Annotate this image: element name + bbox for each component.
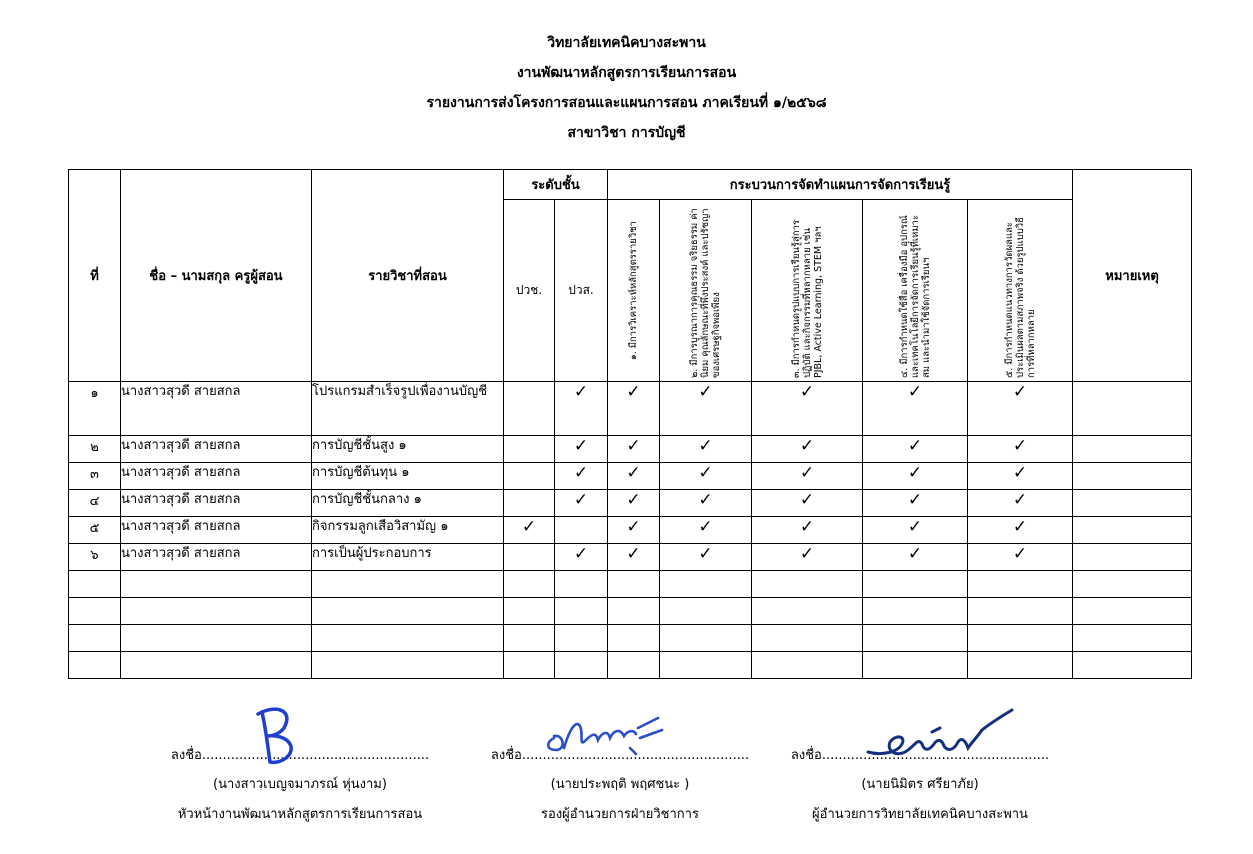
- subject-name: การบัญชีต้นทุน ๑: [312, 463, 504, 490]
- empty-cell: [660, 571, 752, 598]
- row-number: ๑: [69, 382, 121, 436]
- report-table: [68, 169, 1192, 679]
- empty-cell: [121, 652, 312, 679]
- header-criterion-1: ๑. มีการวิเคราะห์หลักสูตรรายวิชา: [608, 200, 660, 382]
- header-criterion-2: ๒. มีการบูรณาการคุณธรรม จริยธรรม ค่านิยม คุณลักษณะที่พึงประสงค์ และปรัชญาของเศรษฐกิจพอเพียง: [660, 200, 752, 382]
- empty-cell: [1073, 598, 1192, 625]
- signer-name: (นายประพฤติ พฤศชนะ ): [550, 777, 690, 792]
- signer-name: (นางสาวเบญจมาภรณ์ หุ่นงาม): [213, 777, 387, 792]
- criterion-1-cell: ✓: [608, 436, 660, 463]
- header-no: ที่: [69, 170, 121, 382]
- teacher-name: นางสาวสุวดี สายสกล: [121, 490, 312, 517]
- row-number: ๓: [69, 463, 121, 490]
- empty-cell: [608, 625, 660, 652]
- empty-cell: [504, 625, 555, 652]
- empty-cell: [555, 571, 608, 598]
- empty-cell: [1073, 571, 1192, 598]
- criterion-3-cell: ✓: [752, 382, 863, 436]
- empty-cell: [863, 652, 968, 679]
- criterion-4-cell: ✓: [863, 463, 968, 490]
- signature-line: ลงชื่อ.......................................................: [790, 748, 1050, 763]
- criterion-4-cell: ✓: [863, 490, 968, 517]
- subject-name: การบัญชีชั้นสูง ๑: [312, 436, 504, 463]
- handwritten-signature-1: [248, 700, 308, 770]
- empty-cell: [504, 571, 555, 598]
- header-process: กระบวนการจัดทำแผนการจัดการเรียนรู้: [608, 170, 1073, 200]
- criterion-4-cell: ✓: [863, 436, 968, 463]
- empty-cell: [608, 598, 660, 625]
- subject-name: โปรแกรมสำเร็จรูปเพื่องานบัญชี: [312, 382, 504, 436]
- teacher-name: นางสาวสุวดี สายสกล: [121, 544, 312, 571]
- criterion-5-cell: ✓: [968, 382, 1073, 436]
- criterion-3-cell: ✓: [752, 436, 863, 463]
- level-pvs-cell: ✓: [555, 544, 608, 571]
- table-row: [69, 517, 1192, 544]
- level-pvc-cell: [504, 544, 555, 571]
- criterion-2-cell: ✓: [660, 382, 752, 436]
- empty-cell: [660, 598, 752, 625]
- remark-cell: [1073, 436, 1192, 463]
- criterion-5-cell: ✓: [968, 544, 1073, 571]
- criterion-2-cell: ✓: [660, 436, 752, 463]
- criterion-3-cell: ✓: [752, 544, 863, 571]
- remark-cell: [1073, 544, 1192, 571]
- criterion-2-cell: ✓: [660, 463, 752, 490]
- empty-cell: [312, 625, 504, 652]
- criterion-4-cell: ✓: [863, 517, 968, 544]
- table-row: [69, 463, 1192, 490]
- row-number: ๖: [69, 544, 121, 571]
- row-number: ๒: [69, 436, 121, 463]
- table-row: [69, 382, 1192, 436]
- empty-table-row: [69, 598, 1192, 625]
- level-pvs-cell: ✓: [555, 463, 608, 490]
- criterion-2-cell: ✓: [660, 544, 752, 571]
- document-header: [0, 28, 1253, 148]
- header-criterion-3: ๓. มีการกำหนดรูปแบบการเรียนรู้สู่การปฏิบัติ และกิจกรรมที่หลากหลาย เช่น PJBL, Active Learning, STEM ฯลฯ: [752, 200, 863, 382]
- empty-cell: [69, 598, 121, 625]
- criterion-4-cell: ✓: [863, 382, 968, 436]
- level-pvc-cell: [504, 463, 555, 490]
- empty-cell: [121, 625, 312, 652]
- empty-cell: [968, 652, 1073, 679]
- level-pvc-cell: [504, 382, 555, 436]
- empty-cell: [504, 652, 555, 679]
- teacher-name: นางสาวสุวดี สายสกล: [121, 517, 312, 544]
- criterion-1-cell: ✓: [608, 517, 660, 544]
- table-row: [69, 544, 1192, 571]
- criterion-1-cell: ✓: [608, 490, 660, 517]
- header-subject: รายวิชาที่สอน: [312, 170, 504, 382]
- teacher-name: นางสาวสุวดี สายสกล: [121, 463, 312, 490]
- report-title: รายงานการส่งโครงการสอนและแผนการสอน ภาคเรียนที่ ๑/๒๕๖๘: [426, 95, 827, 111]
- empty-cell: [660, 625, 752, 652]
- table-row: [69, 490, 1192, 517]
- empty-cell: [863, 598, 968, 625]
- level-pvc-cell: ✓: [504, 517, 555, 544]
- level-pvs-cell: [555, 517, 608, 544]
- empty-cell: [752, 652, 863, 679]
- empty-cell: [1073, 625, 1192, 652]
- level-pvc-cell: [504, 490, 555, 517]
- criterion-5-cell: ✓: [968, 517, 1073, 544]
- criterion-1-cell: ✓: [608, 382, 660, 436]
- empty-cell: [69, 625, 121, 652]
- header-teacher-name: ชื่อ – นามสกุล ครูผู้สอน: [121, 170, 312, 382]
- handwritten-signature-3: [862, 702, 1022, 768]
- empty-table-row: [69, 571, 1192, 598]
- table-row: [69, 436, 1192, 463]
- header-remark: หมายเหตุ: [1073, 170, 1192, 382]
- level-pvs-cell: ✓: [555, 382, 608, 436]
- empty-cell: [555, 652, 608, 679]
- signer-role: ผู้อำนวยการวิทยาลัยเทคนิคบางสะพาน: [812, 807, 1028, 822]
- subject-name: กิจกรรมลูกเสือวิสามัญ ๑: [312, 517, 504, 544]
- criterion-3-cell: ✓: [752, 463, 863, 490]
- header-level-pvc: ปวช.: [504, 200, 555, 382]
- empty-cell: [752, 625, 863, 652]
- criterion-1-cell: ✓: [608, 463, 660, 490]
- empty-cell: [968, 625, 1073, 652]
- level-pvs-cell: ✓: [555, 490, 608, 517]
- empty-cell: [608, 571, 660, 598]
- empty-cell: [1073, 652, 1192, 679]
- teacher-name: นางสาวสุวดี สายสกล: [121, 436, 312, 463]
- level-pvc-cell: [504, 436, 555, 463]
- empty-cell: [312, 598, 504, 625]
- signer-role: หัวหน้างานพัฒนาหลักสูตรการเรียนการสอน: [177, 807, 423, 822]
- empty-cell: [555, 625, 608, 652]
- signature-line: ลงชื่อ.......................................................: [490, 748, 750, 763]
- signer-name: (นายนิมิตร ศรียาภัย): [861, 777, 979, 792]
- empty-cell: [121, 571, 312, 598]
- empty-cell: [968, 571, 1073, 598]
- empty-table-row: [69, 625, 1192, 652]
- handwritten-signature-2: [540, 708, 670, 758]
- empty-cell: [312, 571, 504, 598]
- department-name: งานพัฒนาหลักสูตรการเรียนการสอน: [516, 65, 737, 81]
- criterion-2-cell: ✓: [660, 517, 752, 544]
- empty-cell: [69, 652, 121, 679]
- remark-cell: [1073, 382, 1192, 436]
- signer-role: รองผู้อำนวยการฝ่ายวิชาการ: [541, 807, 699, 822]
- empty-cell: [752, 571, 863, 598]
- empty-cell: [968, 598, 1073, 625]
- criterion-5-cell: ✓: [968, 436, 1073, 463]
- empty-cell: [312, 652, 504, 679]
- empty-cell: [555, 598, 608, 625]
- criterion-3-cell: ✓: [752, 490, 863, 517]
- signature-line: ลงชื่อ.......................................................: [170, 748, 430, 763]
- criterion-4-cell: ✓: [863, 544, 968, 571]
- header-level: ระดับชั้น: [504, 170, 608, 200]
- criterion-2-cell: ✓: [660, 490, 752, 517]
- subject-name: การเป็นผู้ประกอบการ: [312, 544, 504, 571]
- college-name: วิทยาลัยเทคนิคบางสะพาน: [547, 35, 706, 51]
- empty-cell: [863, 625, 968, 652]
- teacher-name: นางสาวสุวดี สายสกล: [121, 382, 312, 436]
- empty-cell: [504, 598, 555, 625]
- empty-cell: [608, 652, 660, 679]
- empty-cell: [752, 598, 863, 625]
- criterion-5-cell: ✓: [968, 490, 1073, 517]
- header-level-pvs: ปวส.: [555, 200, 608, 382]
- row-number: ๔: [69, 490, 121, 517]
- program-name: สาขาวิชา การบัญชี: [567, 125, 686, 141]
- criterion-5-cell: ✓: [968, 463, 1073, 490]
- empty-cell: [863, 571, 968, 598]
- remark-cell: [1073, 463, 1192, 490]
- header-criterion-5: ๕. มีการกำหนดแนวทางการวัดผลและประเมินผลตามสภาพจริง ด้วยรูปแบบวิธีการที่หลากหลาย: [968, 200, 1073, 382]
- empty-cell: [660, 652, 752, 679]
- subject-name: การบัญชีชั้นกลาง ๑: [312, 490, 504, 517]
- empty-cell: [121, 598, 312, 625]
- header-criterion-4: ๔. มีการกำหนดใช้สื่อ เครื่องมือ อุปกรณ์ และเทคโนโลยีการจัดการเรียนรู้ที่เหมาะสม และนำมาใช้จัดการเรียนฯ: [863, 200, 968, 382]
- row-number: ๕: [69, 517, 121, 544]
- remark-cell: [1073, 517, 1192, 544]
- empty-table-row: [69, 652, 1192, 679]
- empty-cell: [69, 571, 121, 598]
- criterion-1-cell: ✓: [608, 544, 660, 571]
- criterion-3-cell: ✓: [752, 517, 863, 544]
- level-pvs-cell: ✓: [555, 436, 608, 463]
- remark-cell: [1073, 490, 1192, 517]
